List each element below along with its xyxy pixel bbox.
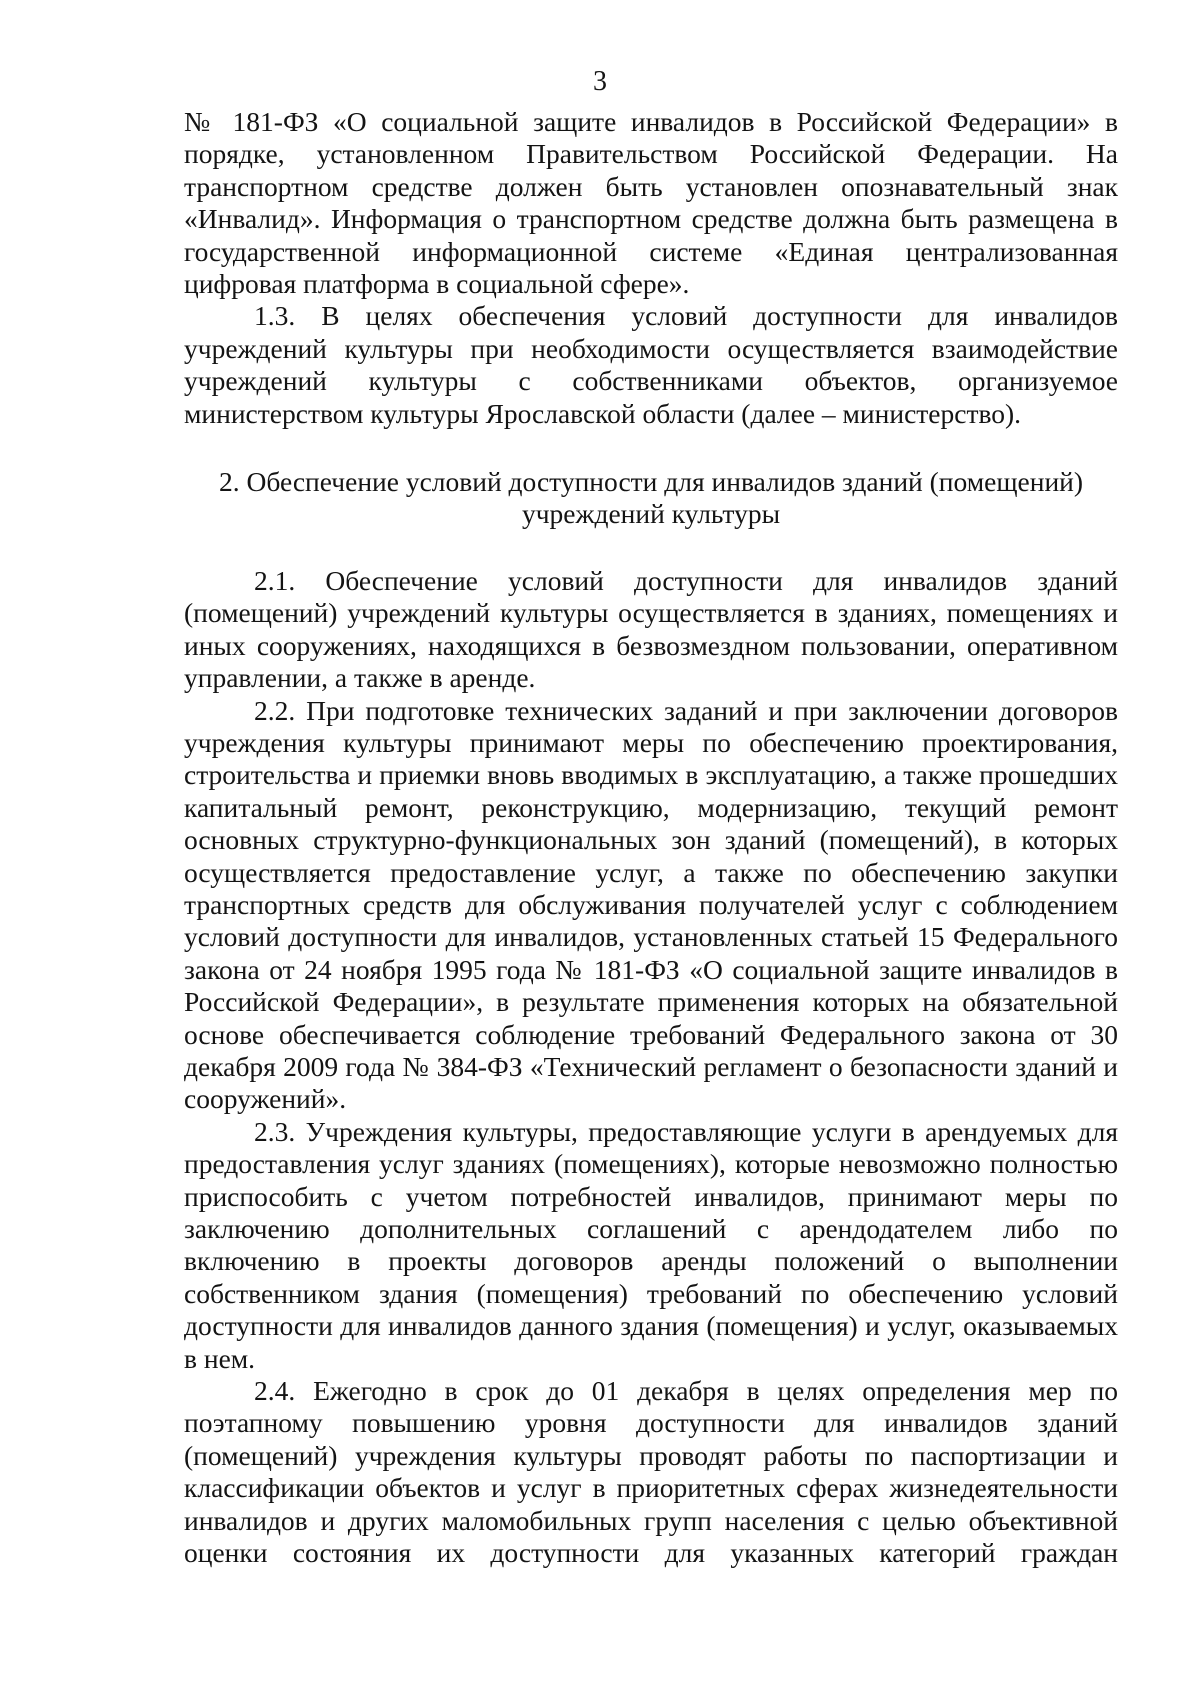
document-body — [184, 106, 1118, 1569]
paragraph-1-3: 1.3. В целях обеспечения условий доступности для инвалидов учреждений культуры при необходимости осуществляется взаимодействие учреждений культуры с собственниками объектов, организуемое министерством культуры Ярославской области (далее – министерство). — [184, 300, 1118, 429]
paragraph-2-2: 2.2. При подготовке технических заданий и при заключении договоров учреждения культуры принимают меры по обеспечению проектирования, строительства и приемки вновь вводимых в эксплуатацию, а также прошедших капитальный ремонт, реконструкцию, модернизацию, текущий ремонт основных структурно-функциональных зон зданий (помещений), в которых осуществляется предоставление услуг, а также по обеспечению закупки транспортных средств для обслуживания получателей услуг с соблюдением условий доступности для инвалидов, установленных статьей 15 Федерального закона от 24 ноября 1995 года № 181-ФЗ «О социальной защите инвалидов в Российской Федерации», в результате применения которых на обязательной основе обеспечивается соблюдение требований Федерального закона от 30 декабря 2009 года № 384-ФЗ «Технический регламент о безопасности зданий и сооружений». — [184, 694, 1118, 1115]
page-number: 3 — [593, 66, 607, 97]
paragraph-continuation: № 181-ФЗ «О социальной защите инвалидов в Российской Федерации» в порядке, установленном Правительством Российской Федерации. На транспортном средстве должен быть установлен опознавательный знак «Инвалид». Информация о транспортном средстве должна быть размещена в государственной информационной системе «Единая централизованная цифровая платформа в социальной сфере». — [184, 106, 1118, 300]
paragraph-2-4: 2.4. Ежегодно в срок до 01 декабря в целях определения мер по поэтапному повышению уровня доступности для инвалидов зданий (помещений) учреждения культуры проводят работы по паспортизации и классификации объектов и услуг в приоритетных сферах жизнедеятельности инвалидов и других маломобильных групп населения с целью объективной оценки состояния их доступности для указанных категорий граждан — [184, 1375, 1118, 1569]
section-2-heading-line-2: учреждений культуры — [521, 498, 781, 530]
section-2-heading — [184, 466, 1118, 531]
section-2-heading-line-1: 2. Обеспечение условий доступности для инвалидов зданий (помещений) — [218, 466, 1084, 498]
paragraph-2-1: 2.1. Обеспечение условий доступности для инвалидов зданий (помещений) учреждений культуры осуществляется в зданиях, помещениях и иных сооружениях, находящихся в безвозмездном пользовании, оперативном управлении, а также в аренде. — [184, 564, 1118, 694]
paragraph-2-3: 2.3. Учреждения культуры, предоставляющие услуги в арендуемых для предоставления услуг зданиях (помещениях), которые невозможно полностью приспособить с учетом потребностей инвалидов, принимают меры по заключению дополнительных соглашений с арендодателем либо по включению в проекты договоров аренды положений о выполнении собственником здания (помещения) требований по обеспечению условий доступности для инвалидов данного здания (помещения) и услуг, оказываемых в нем. — [184, 1115, 1118, 1374]
